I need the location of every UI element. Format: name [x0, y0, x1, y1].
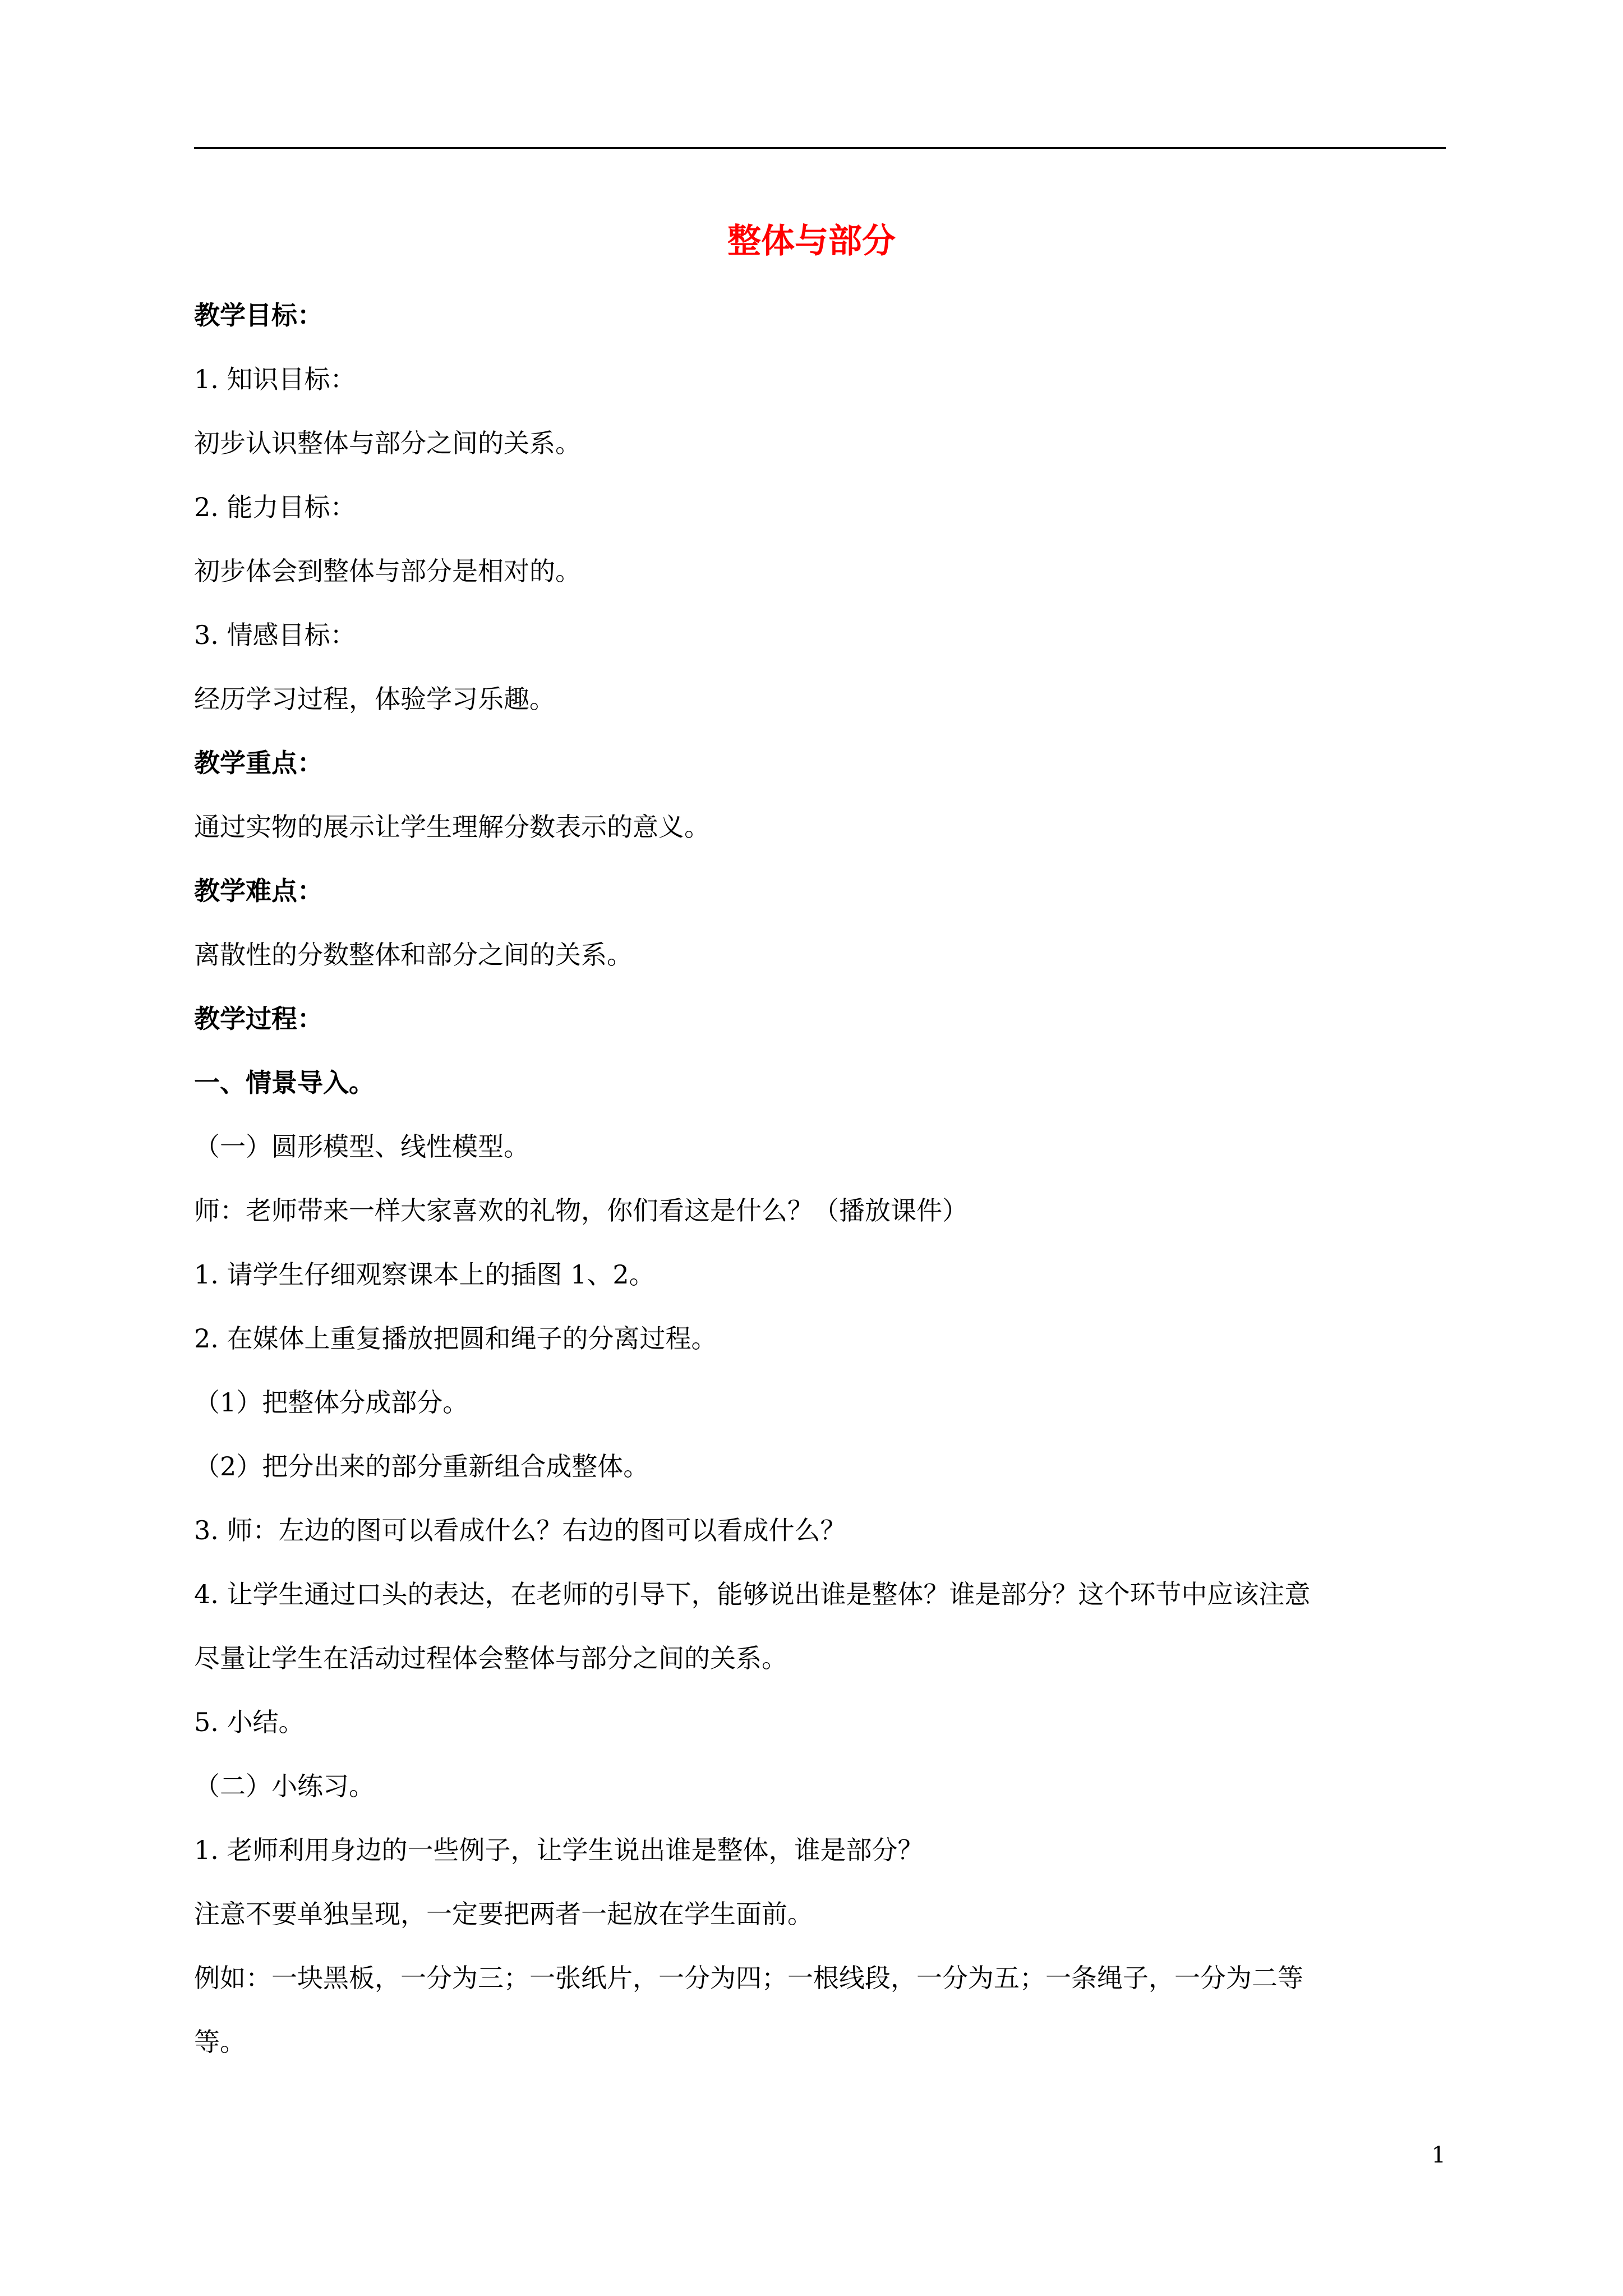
text-line: 经历学习过程，体验学习乐趣。 — [194, 684, 555, 714]
text-line: （一）圆形模型、线性模型。 — [194, 1131, 529, 1162]
text-line: 3. 情感目标： — [194, 620, 356, 650]
section-heading-intro: 一、情景导入。 — [194, 1068, 375, 1098]
text-line: （1）把整体分成部分。 — [194, 1387, 469, 1418]
text-line: 通过实物的展示让学生理解分数表示的意义。 — [194, 812, 710, 842]
text-line: 1. 请学生仔细观察课本上的插图 1、2。 — [194, 1259, 655, 1290]
text-line: （2）把分出来的部分重新组合成整体。 — [194, 1451, 649, 1481]
header-rule — [194, 147, 1446, 149]
section-heading-process: 教学过程： — [194, 1004, 323, 1034]
text-line: 1. 老师利用身边的一些例子，让学生说出谁是整体，谁是部分？ — [194, 1835, 924, 1865]
text-line: 初步体会到整体与部分是相对的。 — [194, 556, 581, 586]
document-title: 整体与部分 — [727, 222, 896, 261]
page-number: 1 — [1431, 2142, 1446, 2168]
text-line: 2. 在媒体上重复播放把圆和绳子的分离过程。 — [194, 1323, 717, 1354]
text-line: 2. 能力目标： — [194, 492, 356, 522]
text-line: 注意不要单独呈现，一定要把两者一起放在学生面前。 — [194, 1899, 813, 1929]
text-line: 1. 知识目标： — [194, 364, 356, 394]
section-heading-objectives: 教学目标： — [194, 300, 323, 330]
section-heading-difficulties: 教学难点： — [194, 876, 323, 906]
text-line: 4. 让学生通过口头的表达，在老师的引导下，能够说出谁是整体？谁是部分？这个环节中应该注意 — [194, 1579, 1311, 1609]
text-line: （二）小练习。 — [194, 1771, 375, 1801]
text-line: 离散性的分数整体和部分之间的关系。 — [194, 940, 633, 970]
text-line: 尽量让学生在活动过程体会整体与部分之间的关系。 — [194, 1643, 787, 1673]
text-line: 初步认识整体与部分之间的关系。 — [194, 428, 581, 458]
section-heading-key-points: 教学重点： — [194, 748, 323, 778]
text-line: 等。 — [194, 2027, 246, 2057]
text-line: 5. 小结。 — [194, 1707, 305, 1737]
text-line: 3. 师：左边的图可以看成什么？右边的图可以看成什么？ — [194, 1515, 846, 1545]
text-line: 例如：一块黑板，一分为三；一张纸片，一分为四；一根线段，一分为五；一条绳子，一分为二等 — [194, 1963, 1303, 1993]
text-line: 师：老师带来一样大家喜欢的礼物，你们看这是什么？（播放课件） — [194, 1195, 968, 1226]
